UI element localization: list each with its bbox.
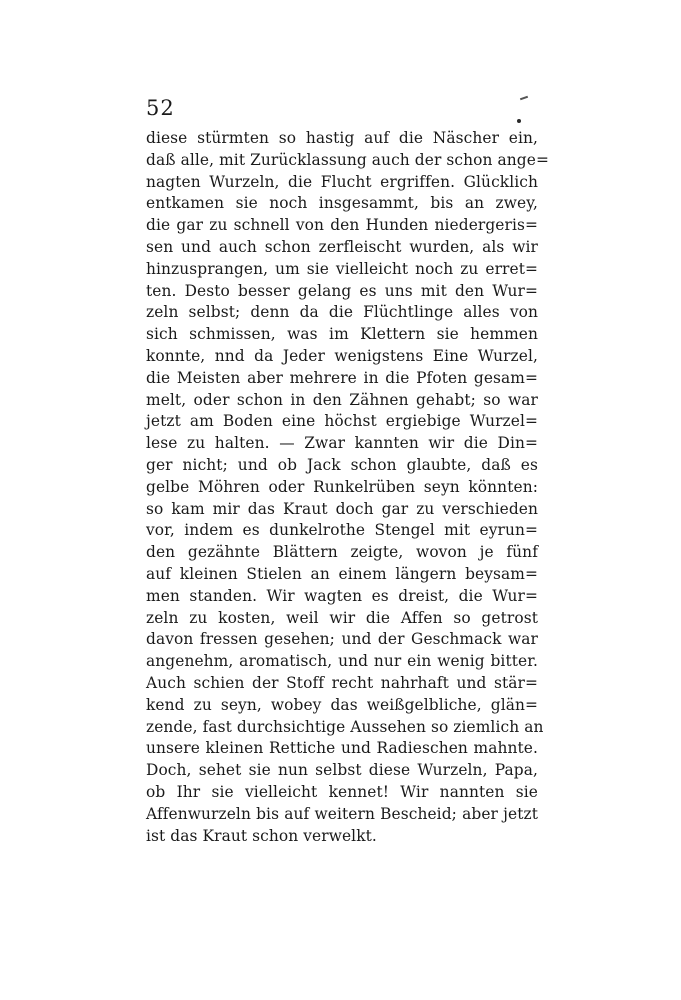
text-line: Auch schien der Stoff recht nahrhaft und stär= <box>146 673 538 692</box>
text-line: entkamen sie noch insgesammt, bis an zwey, <box>146 194 538 213</box>
text-line: sen und auch schon zerfleischt wurden, als wir <box>146 237 538 256</box>
text-line: kend zu seyn, wobey das weißgelbliche, glän= <box>146 695 538 714</box>
text-line: ger nicht; und ob Jack schon glaubte, daß es <box>146 455 538 474</box>
text-line: konnte, nnd da Jeder wenigstens Eine Wurzel, <box>146 346 538 365</box>
text-line: ist das Kraut schon verwelkt. <box>146 826 377 845</box>
text-line: Affenwurzeln bis auf weitern Bescheid; aber jetzt <box>146 804 538 823</box>
text-line: sich schmissen, was im Klettern sie hemmen <box>146 325 538 344</box>
ink-mark <box>520 96 528 101</box>
text-line: unsere kleinen Rettiche und Radieschen mahnte. <box>146 739 538 758</box>
text-line: angenehm, aromatisch, und nur ein wenig bitter. <box>146 652 538 671</box>
text-line: melt, oder schon in den Zähnen gehabt; so war <box>146 390 538 409</box>
text-line: Doch, sehet sie nun selbst diese Wurzeln, Papa, <box>146 761 538 780</box>
text-line: die Meisten aber mehrere in die Pfoten gesam= <box>146 368 538 387</box>
text-line: zeln zu kosten, weil wir die Affen so getrost <box>146 608 538 627</box>
text-line: ten. Desto besser gelang es uns mit den Wur= <box>146 281 538 300</box>
text-line: davon fressen gesehen; und der Geschmack war <box>146 630 538 649</box>
text-line: gelbe Möhren oder Runkelrüben seyn könnten: <box>146 477 538 496</box>
text-line: ob Ihr sie vielleicht kennet! Wir nannten sie <box>146 782 538 801</box>
page-number: 52 <box>146 96 175 120</box>
text-line: den gezähnte Blättern zeigte, wovon je fünf <box>146 543 538 562</box>
text-line: die gar zu schnell von den Hunden niedergeris= <box>146 216 538 235</box>
text-line: hinzusprangen, um sie vielleicht noch zu erret= <box>146 259 538 278</box>
body-text <box>146 128 549 847</box>
text-line: vor, indem es dunkelrothe Stengel mit eyrun= <box>146 521 538 540</box>
ink-dot <box>517 119 521 123</box>
text-line: zende, fast durchsichtige Aussehen so ziemlich an <box>146 717 544 736</box>
text-line: men standen. Wir wagten es dreist, die Wur= <box>146 586 538 605</box>
text-line: lese zu halten. — Zwar kannten wir die Din= <box>146 434 538 453</box>
text-line: nagten Wurzeln, die Flucht ergriffen. Glücklich <box>146 172 538 191</box>
text-line: jetzt am Boden eine höchst ergiebige Wurzel= <box>146 412 538 431</box>
text-line: daß alle, mit Zurücklassung auch der schon ange= <box>146 150 549 169</box>
text-line: diese stürmten so hastig auf die Näscher ein, <box>146 129 538 147</box>
text-line: so kam mir das Kraut doch gar zu verschieden <box>146 499 538 518</box>
text-line: zeln selbst; denn da die Flüchtlinge alles von <box>146 303 538 322</box>
text-line: auf kleinen Stielen an einem längern beysam= <box>146 564 538 583</box>
